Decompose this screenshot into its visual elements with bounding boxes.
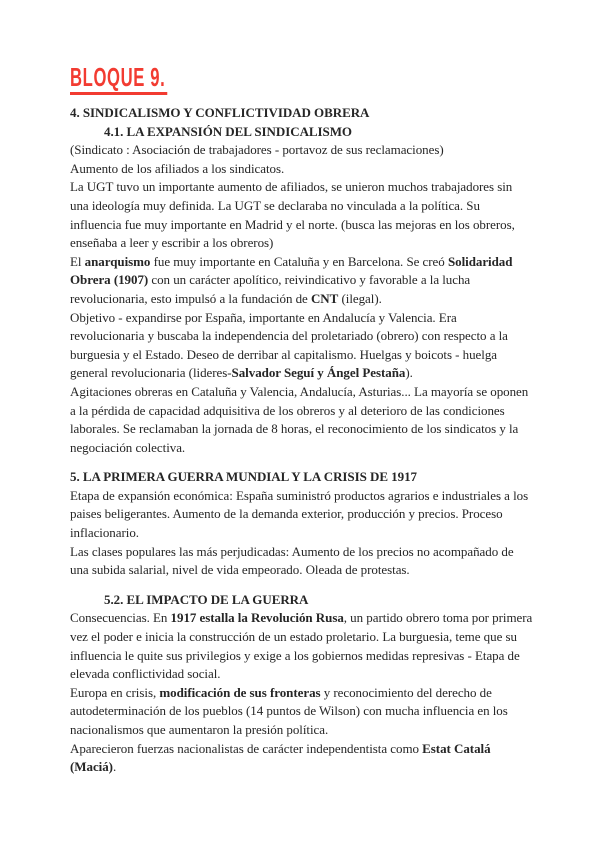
text-run: Aparecieron fuerzas nacionalistas de carácter independentista como (70, 740, 423, 756)
subsection-heading (70, 123, 534, 142)
text-run: (Sindicato : Asociación de trabajadores - portavoz de sus reclamaciones) (70, 142, 444, 158)
text-run: . (112, 759, 117, 775)
section-heading (70, 104, 534, 123)
text-run: Europa en crisis, (70, 684, 160, 700)
document-body (70, 104, 534, 777)
text-run: 5. LA PRIMERA GUERRA MUNDIAL Y LA CRISIS DE 1917 (70, 469, 417, 485)
text-run: , un partido obrero toma por primera vez el poder e inicia la construcción de un estado proletario. La burguesia, teme que su influencia le quite sus privilegios y exige a los gobiernos medidas represivas - Etapa de elevada conflictividad social. (70, 610, 533, 682)
document-paragraph (70, 160, 534, 179)
text-run: El (70, 253, 85, 269)
text-run: Consecuencias. En (70, 610, 171, 626)
document-paragraph (70, 141, 534, 160)
text-run: Etapa de expansión económica: España suministró productos agrarios e industriales a los paises beligerantes. Aumento de la demanda exterior, producción y precios. Proceso inflacionario. (70, 487, 529, 541)
document-paragraph (70, 178, 534, 252)
text-run: Objetivo - expandirse por España, importante en Andalucía y Valencia. Era revolucionaria y buscaba la independencia del proletariado (obrero) con respecto a la burguesia y el Estado. Deseo de derribar al capitalismo. Huelgas y boicots - huelga general revolucionaria (lideres- (70, 309, 508, 381)
text-run: Las clases populares las más perjudicadas: Aumento de los precios no acompañado de una subida salarial, nivel de vida empeorado. Oleada de protestas. (70, 543, 514, 578)
text-run: Aumento de los afiliados a los sindicatos. (70, 160, 285, 176)
section-heading (70, 468, 534, 487)
text-run: anarquismo (84, 253, 151, 269)
page-title: BLOQUE 9. (70, 64, 167, 95)
text-run: Agitaciones obreras en Cataluña y Valencia, Andalucía, Asturias... La mayoría se oponen a la pérdida de capacidad adquisitiva de los obreros y al deterioro de las condiciones laborales. Se reclamaban la jornada de 8 horas, el reconocimiento de los sindicatos y la negociación colectiva. (70, 383, 529, 455)
text-run: La UGT tuvo un importante aumento de afiliados, se unieron muchos trabajadores sin una ideología muy definida. La UGT se declaraba no vinculada a la política. Su influencia fue muy importante en Madrid y el norte. (busca las mejoras en los obreros, enseñaba a leer y escribir a los obreros) (70, 179, 515, 251)
block-title-wrap (70, 64, 534, 96)
text-run: 1917 estalla la Revolución Rusa (170, 610, 344, 626)
text-run: Estat Catalá (Maciá) (70, 740, 491, 775)
text-run: Salvador Seguí y Ángel Pestaña (231, 365, 406, 381)
text-run: 4. SINDICALISMO Y CONFLICTIVIDAD OBRERA (70, 105, 370, 120)
document-paragraph (70, 609, 534, 683)
subsection-heading (70, 591, 534, 610)
document-paragraph (70, 309, 534, 383)
text-run: modificación de sus fronteras (159, 684, 321, 700)
document-paragraph (70, 383, 534, 457)
document-paragraph (70, 740, 534, 777)
text-run: ). (405, 365, 413, 381)
text-run: Solidaridad Obrera (1907) (70, 253, 513, 288)
text-run: fue muy importante en Cataluña y en Barcelona. Se creó (150, 253, 448, 269)
paragraph-spacer (70, 457, 534, 468)
text-run: (ilegal). (338, 290, 382, 306)
document-paragraph (70, 543, 534, 580)
text-run: CNT (310, 290, 339, 306)
document-paragraph (70, 487, 534, 543)
text-run: 4.1. LA EXPANSIÓN DEL SINDICALISMO (104, 123, 352, 139)
text-run: 5.2. EL IMPACTO DE LA GUERRA (104, 591, 309, 607)
text-run: con un carácter apolítico, reivindicativo y favorable a la lucha revolucionaria, esto impulsó a la fundación de (70, 272, 471, 306)
document-paragraph (70, 684, 534, 740)
paragraph-spacer (70, 580, 534, 591)
document-paragraph (70, 253, 534, 309)
text-run: y reconocimiento del derecho de autodeterminación de los pueblos (14 puntos de Wilson) con mucha influencia en los nacionalismos que aumentaron la presión política. (70, 684, 508, 737)
